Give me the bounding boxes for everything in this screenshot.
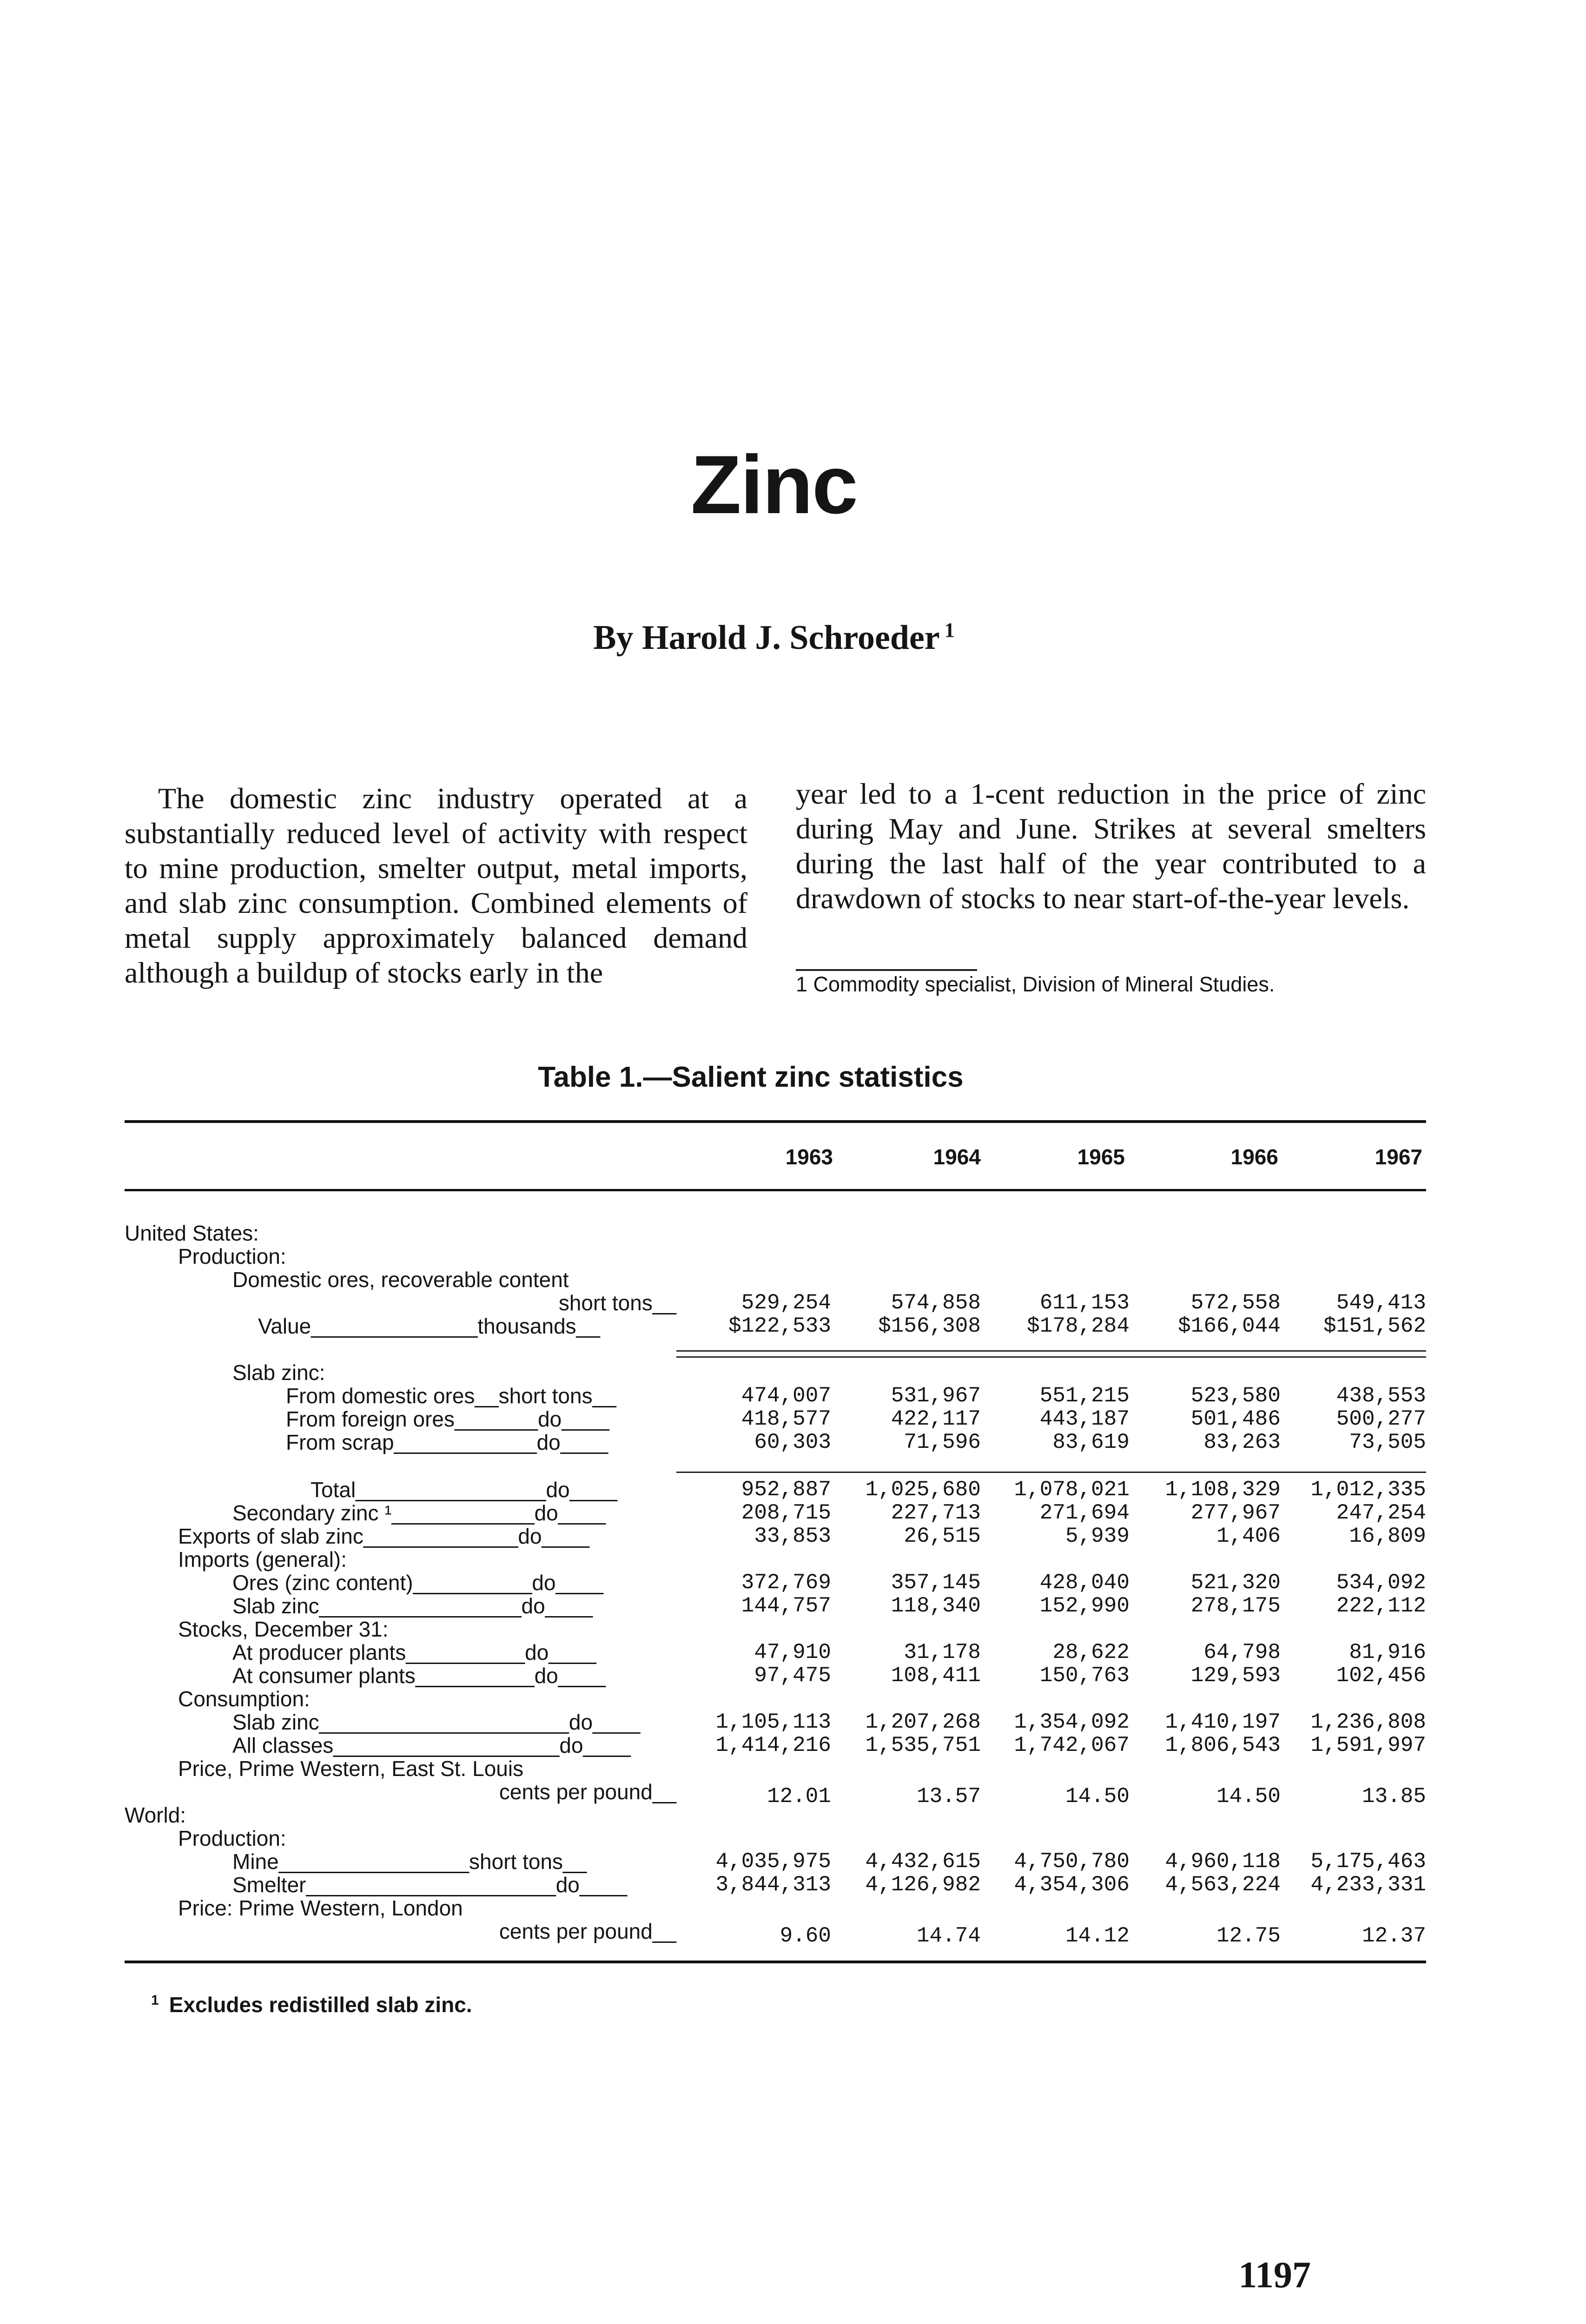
double-rule <box>676 1350 1426 1358</box>
cell-imports-slab-1966: 278,175 <box>1190 1594 1281 1618</box>
row-label-us: United States: <box>125 1221 259 1245</box>
year-header-1963: 1963 <box>785 1145 833 1169</box>
cell-price-pw-1964: 13.57 <box>916 1784 981 1809</box>
cell-ores-zinc-1967: 534,092 <box>1336 1571 1426 1595</box>
footnote-divider <box>796 969 977 971</box>
cell-short-tons-1967: 549,413 <box>1336 1291 1426 1315</box>
cell-exports-1963: 33,853 <box>754 1524 831 1548</box>
cell-total-1963: 952,887 <box>741 1478 831 1502</box>
table-header-rule <box>125 1189 1426 1191</box>
cell-short-tons-1966: 572,558 <box>1190 1291 1281 1315</box>
row-label-short-tons: short tons__ <box>558 1291 676 1315</box>
row-label-cons-slab: Slab zinc_____________________do____ <box>232 1710 641 1734</box>
cell-cons-slab-1963: 1,105,113 <box>715 1710 831 1734</box>
cell-price-pw-1966: 14.50 <box>1216 1784 1281 1809</box>
cell-total-1966: 1,108,329 <box>1165 1478 1281 1502</box>
cell-mine-1965: 4,750,780 <box>1014 1849 1130 1874</box>
cell-from-scrap-1964: 71,596 <box>904 1430 981 1454</box>
cell-from-scrap-1963: 60,303 <box>754 1430 831 1454</box>
cell-from-scrap-1965: 83,619 <box>1052 1430 1130 1454</box>
cell-secondary-1965: 271,694 <box>1039 1501 1130 1525</box>
table-title: Table 1.—Salient zinc statistics <box>538 1061 964 1093</box>
cell-exports-1967: 16,809 <box>1349 1524 1426 1548</box>
byline <box>0 618 1548 658</box>
cell-from-foreign-1963: 418,577 <box>741 1407 831 1431</box>
cell-mine-1964: 4,432,615 <box>865 1849 981 1874</box>
cell-from-domestic-1967: 438,553 <box>1336 1384 1426 1408</box>
cell-exports-1964: 26,515 <box>904 1524 981 1548</box>
cell-smelter-1965: 4,354,306 <box>1014 1873 1130 1897</box>
cell-value-1965: $178,284 <box>1027 1314 1130 1338</box>
body-column-right: year led to a 1-cent reduction in the price of zinc during May and June. Strikes at several smelters during the last half of the year contributed to a drawdown of stocks to near start-of-the-year levels. <box>796 777 1426 915</box>
byline-footnote-mark: 1 <box>944 619 955 642</box>
author-name: By Harold J. Schroeder <box>593 619 940 657</box>
cell-from-domestic-1965: 551,215 <box>1039 1384 1130 1408</box>
cell-cons-slab-1967: 1,236,808 <box>1310 1710 1426 1734</box>
row-label-from-domestic: From domestic ores__short tons__ <box>286 1384 616 1408</box>
cell-exports-1966: 1,406 <box>1216 1524 1281 1548</box>
cell-total-1964: 1,025,680 <box>865 1478 981 1502</box>
cell-from-foreign-1966: 501,486 <box>1190 1407 1281 1431</box>
row-label-total: Total________________do____ <box>311 1478 617 1502</box>
cell-short-tons-1963: 529,254 <box>741 1291 831 1315</box>
cell-all-classes-1964: 1,535,751 <box>865 1733 981 1757</box>
cell-imports-slab-1964: 118,340 <box>891 1594 981 1618</box>
cell-smelter-1963: 3,844,313 <box>715 1873 831 1897</box>
cell-all-classes-1965: 1,742,067 <box>1014 1733 1130 1757</box>
cell-from-domestic-1964: 531,967 <box>891 1384 981 1408</box>
cell-mine-1967: 5,175,463 <box>1310 1849 1426 1874</box>
row-label-imports-slab: Slab zinc_________________do____ <box>232 1594 593 1618</box>
cell-imports-slab-1967: 222,112 <box>1336 1594 1426 1618</box>
cell-from-scrap-1966: 83,263 <box>1203 1430 1281 1454</box>
cell-ores-zinc-1964: 357,145 <box>891 1571 981 1595</box>
year-header-1964: 1964 <box>933 1145 981 1169</box>
cell-w-price-1967: 12.37 <box>1361 1924 1426 1948</box>
table-bottom-rule <box>125 1961 1426 1963</box>
row-label-secondary: Secondary zinc ¹____________do____ <box>232 1501 606 1525</box>
row-label-imports: Imports (general): <box>178 1547 347 1571</box>
table-footnote-mark: 1 <box>151 1992 159 2008</box>
cell-all-classes-1966: 1,806,543 <box>1165 1733 1281 1757</box>
cell-smelter-1966: 4,563,224 <box>1165 1873 1281 1897</box>
cell-w-price-1964: 14.74 <box>916 1924 981 1948</box>
table-footnote-text: Excludes redistilled slab zinc. <box>169 1993 472 2017</box>
cell-price-pw-1967: 13.85 <box>1361 1784 1426 1809</box>
row-label-from-foreign: From foreign ores_______do____ <box>286 1407 609 1431</box>
cell-producer-1964: 31,178 <box>904 1640 981 1664</box>
row-label-consumer: At consumer plants__________do____ <box>232 1664 606 1688</box>
cell-secondary-1966: 277,967 <box>1190 1501 1281 1525</box>
row-label-consumption: Consumption: <box>178 1687 310 1711</box>
cell-ores-zinc-1965: 428,040 <box>1039 1571 1130 1595</box>
row-label-smelter: Smelter_____________________do____ <box>232 1873 628 1897</box>
row-label-price-pw: Price, Prime Western, East St. Louis <box>178 1756 524 1781</box>
row-label-exports: Exports of slab zinc_____________do____ <box>178 1524 589 1548</box>
cell-value-1963: $122,533 <box>728 1314 831 1338</box>
cell-cons-slab-1964: 1,207,268 <box>865 1710 981 1734</box>
cell-short-tons-1964: 574,858 <box>891 1291 981 1315</box>
cell-from-foreign-1964: 422,117 <box>891 1407 981 1431</box>
row-label-domestic-ores: Domestic ores, recoverable content <box>232 1268 569 1292</box>
cell-total-1967: 1,012,335 <box>1310 1478 1426 1502</box>
cell-from-foreign-1967: 500,277 <box>1336 1407 1426 1431</box>
cell-secondary-1963: 208,715 <box>741 1501 831 1525</box>
cell-producer-1963: 47,910 <box>754 1640 831 1664</box>
cell-w-price-1965: 14.12 <box>1065 1924 1130 1948</box>
total-rule <box>676 1472 1426 1473</box>
cell-w-price-1966: 12.75 <box>1216 1924 1281 1948</box>
cell-consumer-1965: 150,763 <box>1039 1664 1130 1688</box>
cell-ores-zinc-1963: 372,769 <box>741 1571 831 1595</box>
cell-producer-1966: 64,798 <box>1203 1640 1281 1664</box>
year-header-1967: 1967 <box>1375 1145 1422 1169</box>
cell-price-pw-1963: 12.01 <box>767 1784 831 1809</box>
cell-consumer-1966: 129,593 <box>1190 1664 1281 1688</box>
cell-cons-slab-1965: 1,354,092 <box>1014 1710 1130 1734</box>
cell-mine-1963: 4,035,975 <box>715 1849 831 1874</box>
row-label-world: World: <box>125 1803 186 1827</box>
author-footnote: 1 Commodity specialist, Division of Mineral Studies. <box>796 972 1275 996</box>
row-label-w-cents: cents per pound__ <box>499 1919 676 1943</box>
cell-short-tons-1965: 611,153 <box>1039 1291 1130 1315</box>
cell-value-1964: $156,308 <box>878 1314 981 1338</box>
cell-cons-slab-1966: 1,410,197 <box>1165 1710 1281 1734</box>
cell-smelter-1964: 4,126,982 <box>865 1873 981 1897</box>
cell-producer-1965: 28,622 <box>1052 1640 1130 1664</box>
row-label-all-classes: All classes___________________do____ <box>232 1733 631 1757</box>
row-label-stocks: Stocks, December 31: <box>178 1617 389 1641</box>
cell-from-scrap-1967: 73,505 <box>1349 1430 1426 1454</box>
cell-from-domestic-1966: 523,580 <box>1190 1384 1281 1408</box>
row-label-mine: Mine________________short tons__ <box>232 1849 587 1874</box>
row-label-value: Value______________thousands__ <box>258 1314 600 1338</box>
cell-consumer-1967: 102,456 <box>1336 1664 1426 1688</box>
cell-consumer-1964: 108,411 <box>891 1664 981 1688</box>
row-label-cents-per-pound: cents per pound__ <box>499 1780 676 1804</box>
cell-ores-zinc-1966: 521,320 <box>1190 1571 1281 1595</box>
cell-imports-slab-1965: 152,990 <box>1039 1594 1130 1618</box>
row-label-from-scrap: From scrap____________do____ <box>286 1430 608 1454</box>
body-column-left: The domestic zinc industry operated at a substantially reduced level of activity with respect to mine production, smelter output, metal imports, and slab zinc consumption. Combined elements of metal supply approximately balanced demand although a buildup of stocks early in the <box>125 782 747 989</box>
cell-w-price-1963: 9.60 <box>780 1924 831 1948</box>
cell-secondary-1964: 227,713 <box>891 1501 981 1525</box>
cell-all-classes-1967: 1,591,997 <box>1310 1733 1426 1757</box>
row-label-slab-zinc: Slab zinc: <box>232 1360 325 1385</box>
row-label-producer: At producer plants__________do____ <box>232 1640 596 1664</box>
cell-total-1965: 1,078,021 <box>1014 1478 1130 1502</box>
cell-exports-1965: 5,939 <box>1065 1524 1130 1548</box>
cell-producer-1967: 81,916 <box>1349 1640 1426 1664</box>
year-header-1966: 1966 <box>1230 1145 1278 1169</box>
cell-value-1967: $151,562 <box>1323 1314 1426 1338</box>
row-label-production: Production: <box>178 1244 286 1268</box>
year-header-1965: 1965 <box>1077 1145 1125 1169</box>
cell-imports-slab-1963: 144,757 <box>741 1594 831 1618</box>
row-label-ores-zinc: Ores (zinc content)__________do____ <box>232 1571 603 1595</box>
row-label-w-production: Production: <box>178 1826 286 1850</box>
row-label-w-price: Price: Prime Western, London <box>178 1896 463 1920</box>
cell-value-1966: $166,044 <box>1178 1314 1281 1338</box>
cell-price-pw-1965: 14.50 <box>1065 1784 1130 1809</box>
cell-all-classes-1963: 1,414,216 <box>715 1733 831 1757</box>
page-number: 1197 <box>1238 2255 1311 2296</box>
cell-from-domestic-1963: 474,007 <box>741 1384 831 1408</box>
page-title: Zinc <box>691 438 857 531</box>
cell-mine-1966: 4,960,118 <box>1165 1849 1281 1874</box>
table-top-rule <box>125 1120 1426 1123</box>
cell-smelter-1967: 4,233,331 <box>1310 1873 1426 1897</box>
cell-consumer-1963: 97,475 <box>754 1664 831 1688</box>
cell-secondary-1967: 247,254 <box>1336 1501 1426 1525</box>
table-footnote <box>151 1992 472 2017</box>
cell-from-foreign-1965: 443,187 <box>1039 1407 1130 1431</box>
